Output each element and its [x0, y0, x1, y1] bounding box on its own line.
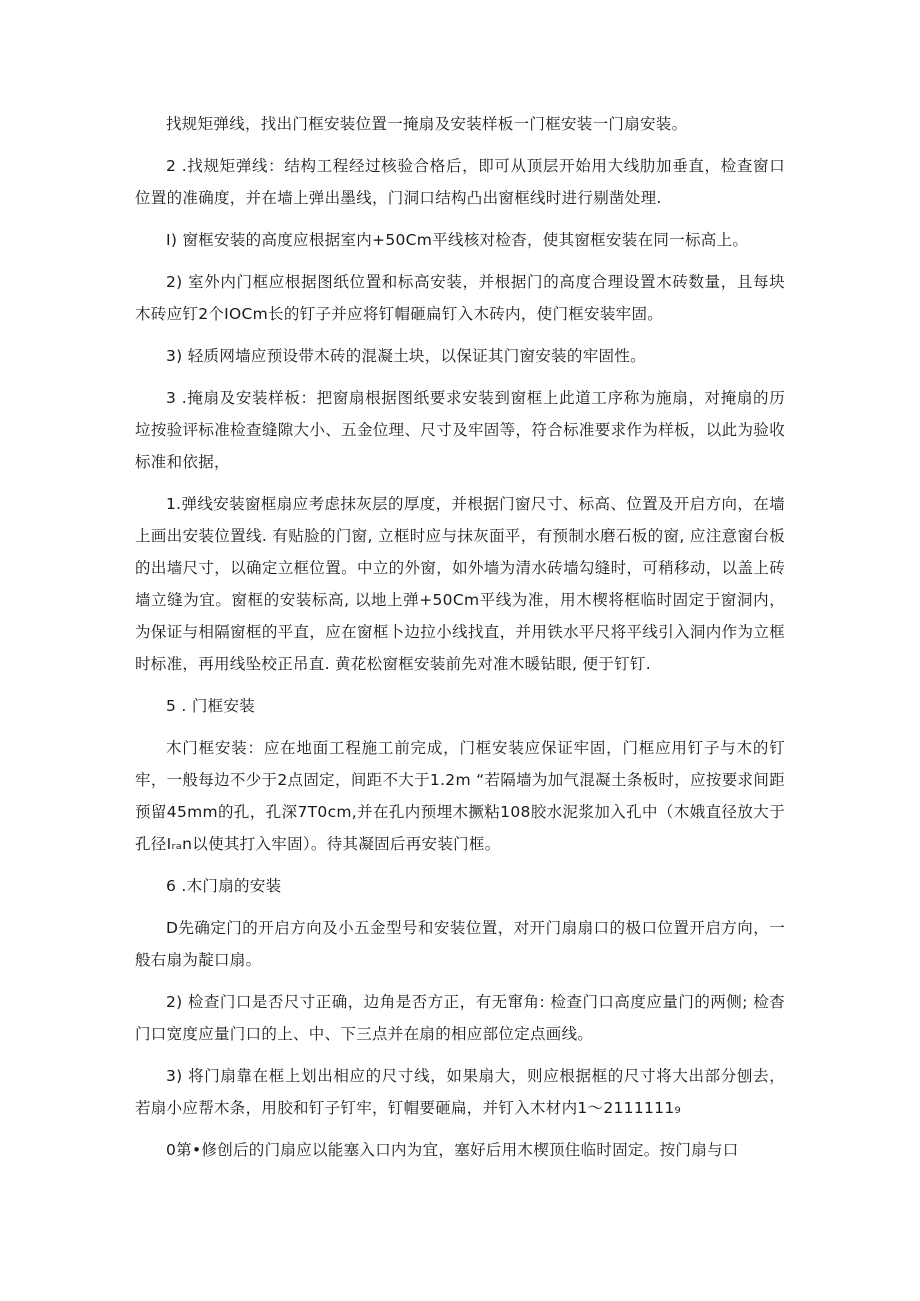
heading-section-5-door-frame: 5 . 门框安装 [166, 697, 256, 715]
paragraph-item-3-light-wall: 3) 轻质网墙应预设带木砖的混凝土块，以保证其门窗安装的牢固性。 [166, 347, 646, 365]
paragraph-gap [135, 680, 785, 690]
paragraph-gap [135, 214, 785, 224]
paragraph-gap [135, 976, 785, 986]
paragraph-wood-door-frame: 木门框安装：应在地面工程施工前完成，门框安装应保证牢固，门框应用钉子与木的钉牢，一般每边不少于2点固定，间距不大于1.2m “若隔墙为加气混凝土条板时，应按要求间距预留45mm的孔，孔深7T0cm,并在孔内预埋木撅粘108胶水泥浆加入孔中（木娥直径放大于孔径Iᵣₐn以使其打入牢固）。待其凝固后再安装门框。 [135, 739, 785, 853]
paragraph-gap [135, 902, 785, 912]
paragraph-gap [135, 722, 785, 732]
paragraph-gap [135, 330, 785, 340]
paragraph-gap [135, 372, 785, 382]
paragraph-section-3-sash-sample: 3 .掩扇及安装样板：把窗扇根据图纸要求安装到窗框上此道工序称为施扇，对掩扇的历垃按验评标准检查缝隙大小、五金位理、尺寸及牢固等，符合标准要求作为样板，以此为验收标准和依据， [135, 389, 785, 471]
paragraph-gap [135, 478, 785, 488]
paragraph-mark-door-leaf: 3) 将门扇靠在框上划出相应的尺寸线，如果扇大，则应根据框的尺寸将大出部分刨去，若扇小应帮木条，用胶和钉子钉牢，钉帽要砸扁，并钉入木材内1〜2111111₉ [135, 1067, 785, 1117]
paragraph-opening-direction: D先确定门的开启方向及小五金型号和安装位置，对开门扇扇口的极口位置开启方向，一般右扇为靛口扇。 [135, 919, 785, 969]
paragraph-window-frame-install: 1.弹线安装窗框扇应考虑抹灰层的厚度，并根据门窗尺寸、标高、位置及开启方向，在墙上画出安装位置线. 有贴脸的门窗, 立框时应与抹灰面平，有预制水磨石板的窗, 应注意窗台板的出墙尺寸，以确定立框位置。中立的外窗，如外墙为清水砖墙勾缝时，可稍移动，以盖上砖墙立缝为宜。窗框的安装标高, 以地上弹+50Cm平线为准，用木楔将框临时固定于窗洞内，为保证与相隔窗框的平直，应在窗框卜边拉小线找直，并用铁水平尺将平线引入洞内作为立框时标准，再用线坠校正吊直. 黄花松窗框安装前先对准木暖钻眼, 便于钉钉. [135, 495, 785, 673]
heading-section-6-door-leaf: 6 .木门扇的安装 [166, 877, 282, 895]
paragraph-gap [135, 1050, 785, 1060]
paragraph-gap [135, 256, 785, 266]
paragraph-item-2-door-frame: 2) 室外内门框应根据图纸位置和标高安装，并根据门的高度合理设置木砖数量，且每块木砖应钉2个IOCm长的钉子并应将钉帽砸扁钉入木砖内，使门框安装牢固。 [135, 273, 785, 323]
document-body [135, 108, 785, 1166]
paragraph-section-2-layout-lines: 2 .找规矩弹线：结构工程经过核验合格后，即可从顶层开始用大线肋加垂直，检查窗口位置的准确度，并在墙上弹出墨线，门洞口结构凸出窗框线时进行剔凿处理. [135, 157, 785, 207]
paragraph-gap [135, 860, 785, 870]
paragraph-check-door-opening: 2) 检查门口是否尺寸正确，边角是否方正，有无窜角: 检查门口高度应量门的两侧; 检杳门口宽度应量门口的上、中、下三点并在扇的相应部位定点画线。 [135, 993, 785, 1043]
paragraph-process-overview: 找规矩弹线，找出门框安装位置一掩扇及安装样板一门框安装一门扇安装。 [166, 115, 688, 133]
paragraph-item-1-frame-height: I) 窗框安装的高度应根据室内+50Cm平线核对检杳，使其窗框安装在同一标高上。 [166, 231, 749, 249]
paragraph-gap [135, 1124, 785, 1134]
paragraph-fit-door-leaf: 0第•修创后的门扇应以能塞入口内为宜，塞好后用木楔顶住临时固定。按门扇与口 [166, 1141, 739, 1159]
paragraph-gap [135, 140, 785, 150]
